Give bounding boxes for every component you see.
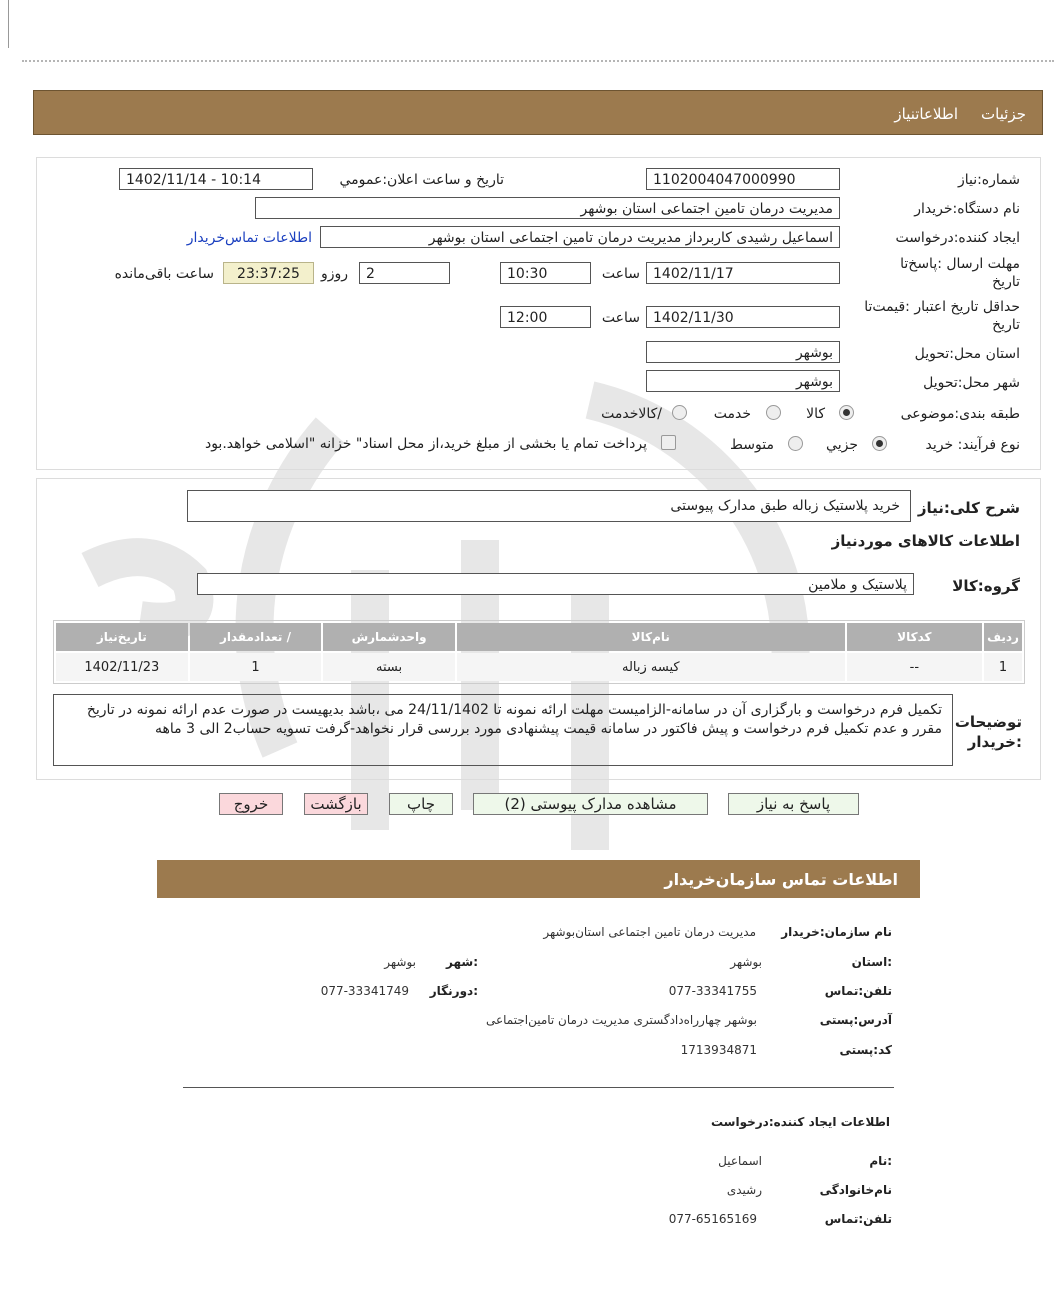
cell-code: -- — [847, 653, 982, 681]
treasury-payment-checkbox[interactable] — [661, 435, 676, 450]
creator-field: اسماعیل رشیدی کاربرداز مدیریت درمان تامین اجتماعی استان بوشهر — [320, 226, 840, 248]
creator-name-value: اسماعیل — [718, 1154, 762, 1168]
creator-name-label: :نام — [869, 1154, 892, 1168]
col-row: ردیف — [984, 623, 1022, 651]
goods-table-wrap — [53, 620, 1025, 684]
contact-postal-value: 1713934871 — [680, 1043, 757, 1057]
creator-label: ایجاد کننده:درخواست — [895, 230, 1020, 246]
creator-phone-value: 077-65165169 — [668, 1212, 757, 1226]
contact-address-value: بوشهر چهارراه‌دادگستری مدیریت درمان تامین‌اجتماعی — [485, 1013, 757, 1027]
cell-date: 1402/11/23 — [56, 653, 188, 681]
goods-group-label: گروه:کالا — [952, 577, 1020, 595]
remaining-timer: 23:37:25 — [223, 262, 314, 284]
process-label: نوع فرآیند: خرید — [925, 437, 1020, 453]
tab-need-info[interactable]: اطلاعاتنیاز — [894, 105, 958, 123]
col-unit: واحدشمارش — [323, 623, 455, 651]
treasury-payment-text: پرداخت تمام یا بخشی از مبلغ خرید،از محل اسناد" خزانه "اسلامی خواهد.بود — [204, 436, 647, 452]
deadline-time-field: 10:30 — [500, 262, 591, 284]
print-button[interactable]: چاپ — [389, 793, 453, 815]
goods-table-header — [56, 623, 1022, 651]
creator-info-title: اطلاعات ایجاد کننده:درخواست — [710, 1115, 890, 1129]
process-medium-label: متوسط — [730, 437, 774, 453]
validity-time-label: ساعت — [601, 310, 640, 326]
cell-unit: بسته — [323, 653, 455, 681]
contact-address-label: آدرس:پستی — [819, 1013, 892, 1027]
remaining-label: ساعت باقی‌مانده — [114, 266, 214, 282]
col-date: تاریخ‌نیاز — [56, 623, 188, 651]
cell-row: 1 — [984, 653, 1022, 681]
deadline-time-label: ساعت — [601, 266, 640, 282]
contact-city-label: :شهر — [446, 955, 478, 969]
back-button[interactable]: بازگشت — [304, 793, 368, 815]
buyer-notes-label: توضیحات :خریدار — [954, 713, 1022, 751]
category-goods-label: کالا — [806, 406, 825, 422]
buyer-notes-field: تکمیل فرم درخواست و بارگزاری آن در سامانه-الزامیست مهلت ارائه نمونه تا 24/11/1402 می ،باشد بدیهیست در صورت عدم ارائه نمونه در تاریخ مقرر و عدم تکمیل فرم درخواست و پیش فاکتور در سامانه قیمت پیشنهادی مورد بررسی قرار نخواهد-گرفت تسویه حساب2 الی 3 ماهه — [53, 694, 953, 766]
city-label: شهر محل:تحویل — [923, 375, 1020, 391]
category-service-radio[interactable] — [766, 405, 781, 420]
exit-button[interactable]: خروج — [219, 793, 283, 815]
details-header-bar — [33, 90, 1043, 135]
deadline-label: مهلت ارسال :پاسخ‌تا تاریخ — [900, 256, 1020, 290]
validity-date-field: 1402/11/30 — [646, 306, 840, 328]
process-minor-radio[interactable] — [872, 436, 887, 451]
goods-group-field: پلاستیک و ملامین — [197, 573, 914, 595]
creator-phone-label: تلفن:تماس — [824, 1212, 892, 1226]
process-minor-label: جزيي — [826, 437, 858, 453]
deadline-date-field: 1402/11/17 — [646, 262, 840, 284]
cell-name: کیسه زباله — [457, 653, 845, 681]
goods-info-title: اطلاعات کالاهای موردنیاز — [831, 532, 1020, 550]
table-row — [56, 653, 1022, 681]
cell-qty: 1 — [190, 653, 322, 681]
contact-province-value: بوشهر — [730, 955, 762, 969]
buyer-contact-link[interactable]: اطلاعات تماس‌خریدار — [186, 230, 312, 246]
creator-family-value: رشیدی — [726, 1183, 762, 1197]
category-goods-service-label: /کالاخدمت — [601, 406, 662, 422]
contact-fax-value: 077-33341749 — [320, 984, 409, 998]
contact-org-value: مدیریت درمان تامین اجتماعی استان‌بوشهر — [543, 925, 756, 939]
dotted-divider — [22, 60, 1054, 62]
summary-field: خرید پلاستیک زباله طبق مدارک پیوستی — [187, 490, 911, 522]
contact-header-bar — [157, 860, 920, 898]
days-label: روزو — [320, 266, 348, 282]
validity-time-field: 12:00 — [500, 306, 591, 328]
need-number-field: 1102004047000990 — [646, 168, 840, 190]
city-field: بوشهر — [646, 370, 840, 392]
contact-phone-label: تلفن:تماس — [824, 984, 892, 998]
summary-label: شرح کلی:نیاز — [917, 499, 1020, 517]
col-name: نام‌کالا — [457, 623, 845, 651]
announce-field: 1402/11/14 - 10:14 — [119, 168, 313, 190]
goods-table — [54, 621, 1024, 683]
province-field: بوشهر — [646, 341, 840, 363]
col-qty: / تعدادمقدار — [190, 623, 322, 651]
category-service-label: خدمت — [713, 406, 751, 422]
buyer-org-label: نام دستگاه:خریدار — [914, 201, 1020, 217]
page-left-rule — [8, 0, 9, 48]
buyer-org-field: مدیریت درمان تامین اجتماعی استان بوشهر — [255, 197, 840, 219]
contact-fax-label: :دورنگار — [429, 984, 478, 998]
province-label: استان محل:تحویل — [914, 346, 1020, 362]
category-goods-radio[interactable] — [839, 405, 854, 420]
contact-divider — [183, 1087, 894, 1088]
contact-org-label: نام سازمان:خریدار — [781, 925, 892, 939]
contact-title: اطلاعات تماس سازمان‌خریدار — [664, 870, 898, 889]
contact-province-label: :استان — [851, 955, 892, 969]
announce-label: تاریخ و ساعت اعلان:عمومي — [339, 172, 504, 188]
view-attachments-button[interactable]: مشاهده مدارک پیوستی (2) — [473, 793, 708, 815]
tab-details[interactable]: جزئیات — [981, 105, 1026, 123]
need-number-label: شماره:نیاز — [957, 172, 1020, 188]
category-label: طبقه بندی:موضوعی — [900, 406, 1020, 422]
contact-city-value: بوشهر — [384, 955, 416, 969]
creator-family-label: نام‌خانوادگی — [819, 1183, 892, 1197]
days-field: 2 — [359, 262, 450, 284]
col-code: کدکالا — [847, 623, 982, 651]
process-medium-radio[interactable] — [788, 436, 803, 451]
category-goods-service-radio[interactable] — [672, 405, 687, 420]
validity-label: حداقل تاریخ اعتبار :قیمت‌تا تاریخ — [864, 299, 1020, 333]
contact-phone-value: 077-33341755 — [668, 984, 757, 998]
contact-postal-label: کد:پستی — [839, 1043, 892, 1057]
reply-button[interactable]: پاسخ به نیاز — [728, 793, 859, 815]
